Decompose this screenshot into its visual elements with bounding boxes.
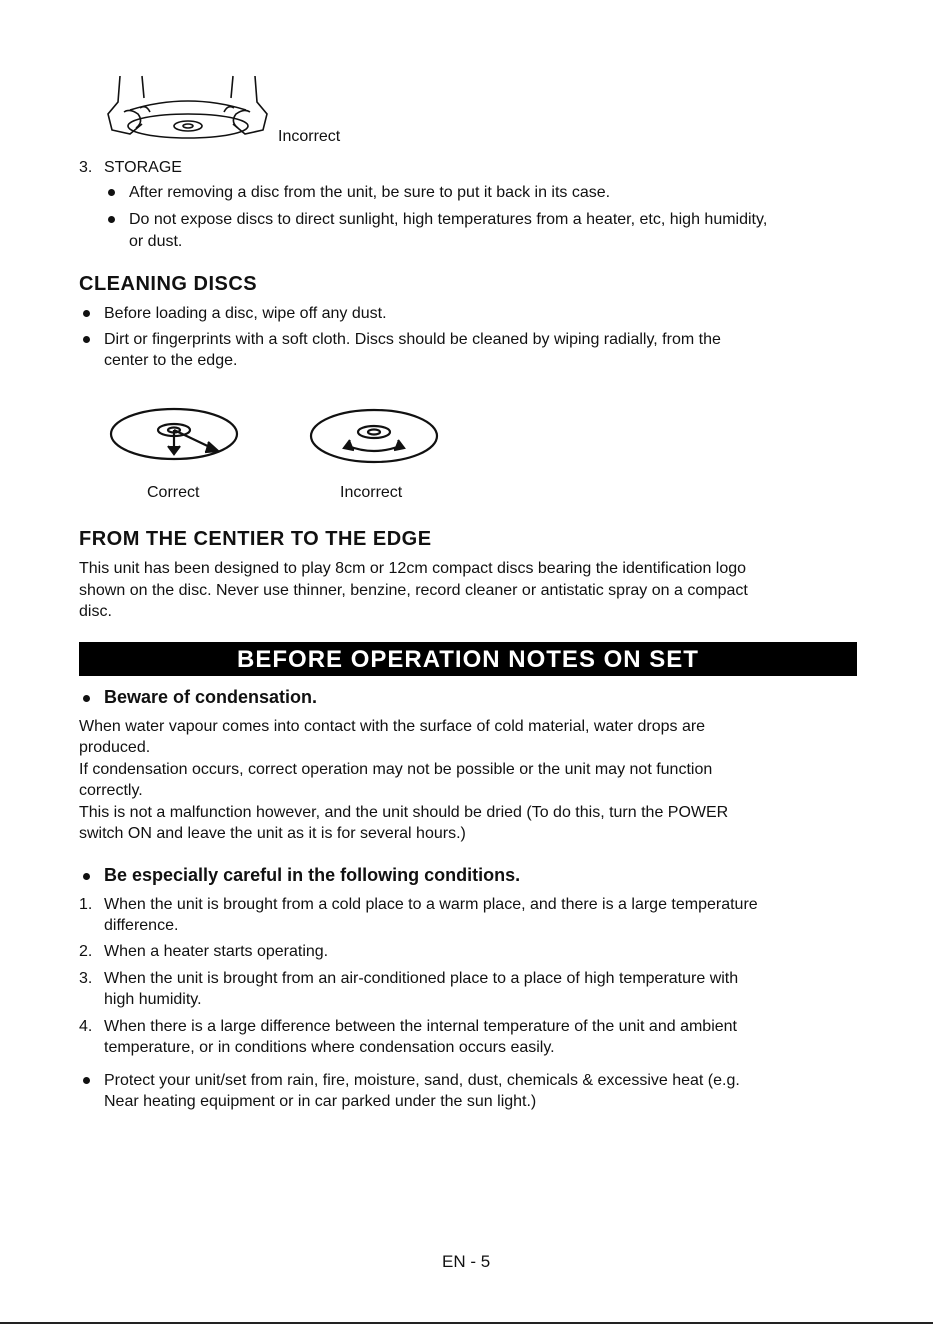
condensation-line: This is not a malfunction however, and the unit should be dried (To do this, turn the POWER [79,804,729,821]
cleaning-heading: CLEANING DISCS [79,273,258,295]
center-edge-line-3: disc. [79,603,112,620]
careful-item-line-2: temperature, or in conditions where condensation occurs easily. [104,1039,555,1056]
bullet-icon [108,216,115,223]
page-number: EN - 5 [442,1252,491,1271]
condensation-heading: Beware of condensation. [104,687,318,707]
careful-item-line-2: difference. [104,917,179,934]
careful-item-number: 4. [79,1018,93,1035]
hands-figure-caption: Incorrect [278,128,341,145]
careful-item-line-1: When a heater starts operating. [104,943,329,960]
storage-bullet-2-line-2: or dust. [129,233,183,250]
cleaning-bullet-2-line-1: Dirt or fingerprints with a soft cloth. Discs should be cleaned by wiping radially, from the [104,331,721,348]
condensation-line: correctly. [79,782,143,799]
center-edge-line-2: shown on the disc. Never use thinner, benzine, record cleaner or antistatic spray on a compact [79,582,748,599]
disc-incorrect-caption: Incorrect [340,484,403,501]
careful-item-number: 2. [79,943,93,960]
hands-holding-disc-illustration [100,72,275,142]
bullet-icon [83,1077,90,1084]
bullet-icon [83,873,90,880]
condensation-line: produced. [79,739,151,756]
careful-item-line-1: When there is a large difference between the internal temperature of the unit and ambient [104,1018,737,1035]
bullet-icon [83,310,90,317]
section-banner: BEFORE OPERATION NOTES ON SET [79,642,857,676]
center-edge-heading: FROM THE CENTIER TO THE EDGE [79,528,432,550]
protect-line-1: Protect your unit/set from rain, fire, moisture, sand, dust, chemicals & excessive heat (e.g. [104,1072,740,1089]
careful-item-line-2: high humidity. [104,991,202,1008]
bullet-icon [83,336,90,343]
condensation-line: switch ON and leave the unit as it is for several hours.) [79,825,466,842]
cleaning-bullet-2-line-2: center to the edge. [104,352,238,369]
careful-item-number: 3. [79,970,93,987]
careful-item-line-1: When the unit is brought from a cold place to a warm place, and there is a large temperature [104,896,758,913]
storage-heading: STORAGE [104,159,182,176]
condensation-line: When water vapour comes into contact with the surface of cold material, water drops are [79,718,706,735]
careful-heading: Be especially careful in the following conditions. [104,865,521,885]
storage-number: 3. [79,159,93,176]
condensation-line: If condensation occurs, correct operation may not be possible or the unit may not function [79,761,713,778]
storage-bullet-2-line-1: Do not expose discs to direct sunlight, high temperatures from a heater, etc, high humidity, [129,211,768,228]
cleaning-bullet-1: Before loading a disc, wipe off any dust. [104,305,387,322]
center-edge-line-1: This unit has been designed to play 8cm or 12cm compact discs bearing the identification logo [79,560,747,577]
careful-item-number: 1. [79,896,93,913]
bullet-icon [83,695,90,702]
protect-line-2: Near heating equipment or in car parked under the sun light.) [104,1093,537,1110]
careful-item-line-1: When the unit is brought from an air-conditioned place to a place of high temperature with [104,970,739,987]
disc-correct-radial-wipe-illustration [108,406,243,468]
disc-correct-caption: Correct [147,484,200,501]
bullet-icon [108,189,115,196]
storage-bullet-1: After removing a disc from the unit, be sure to put it back in its case. [129,184,611,201]
disc-incorrect-circular-wipe-illustration [308,406,443,468]
